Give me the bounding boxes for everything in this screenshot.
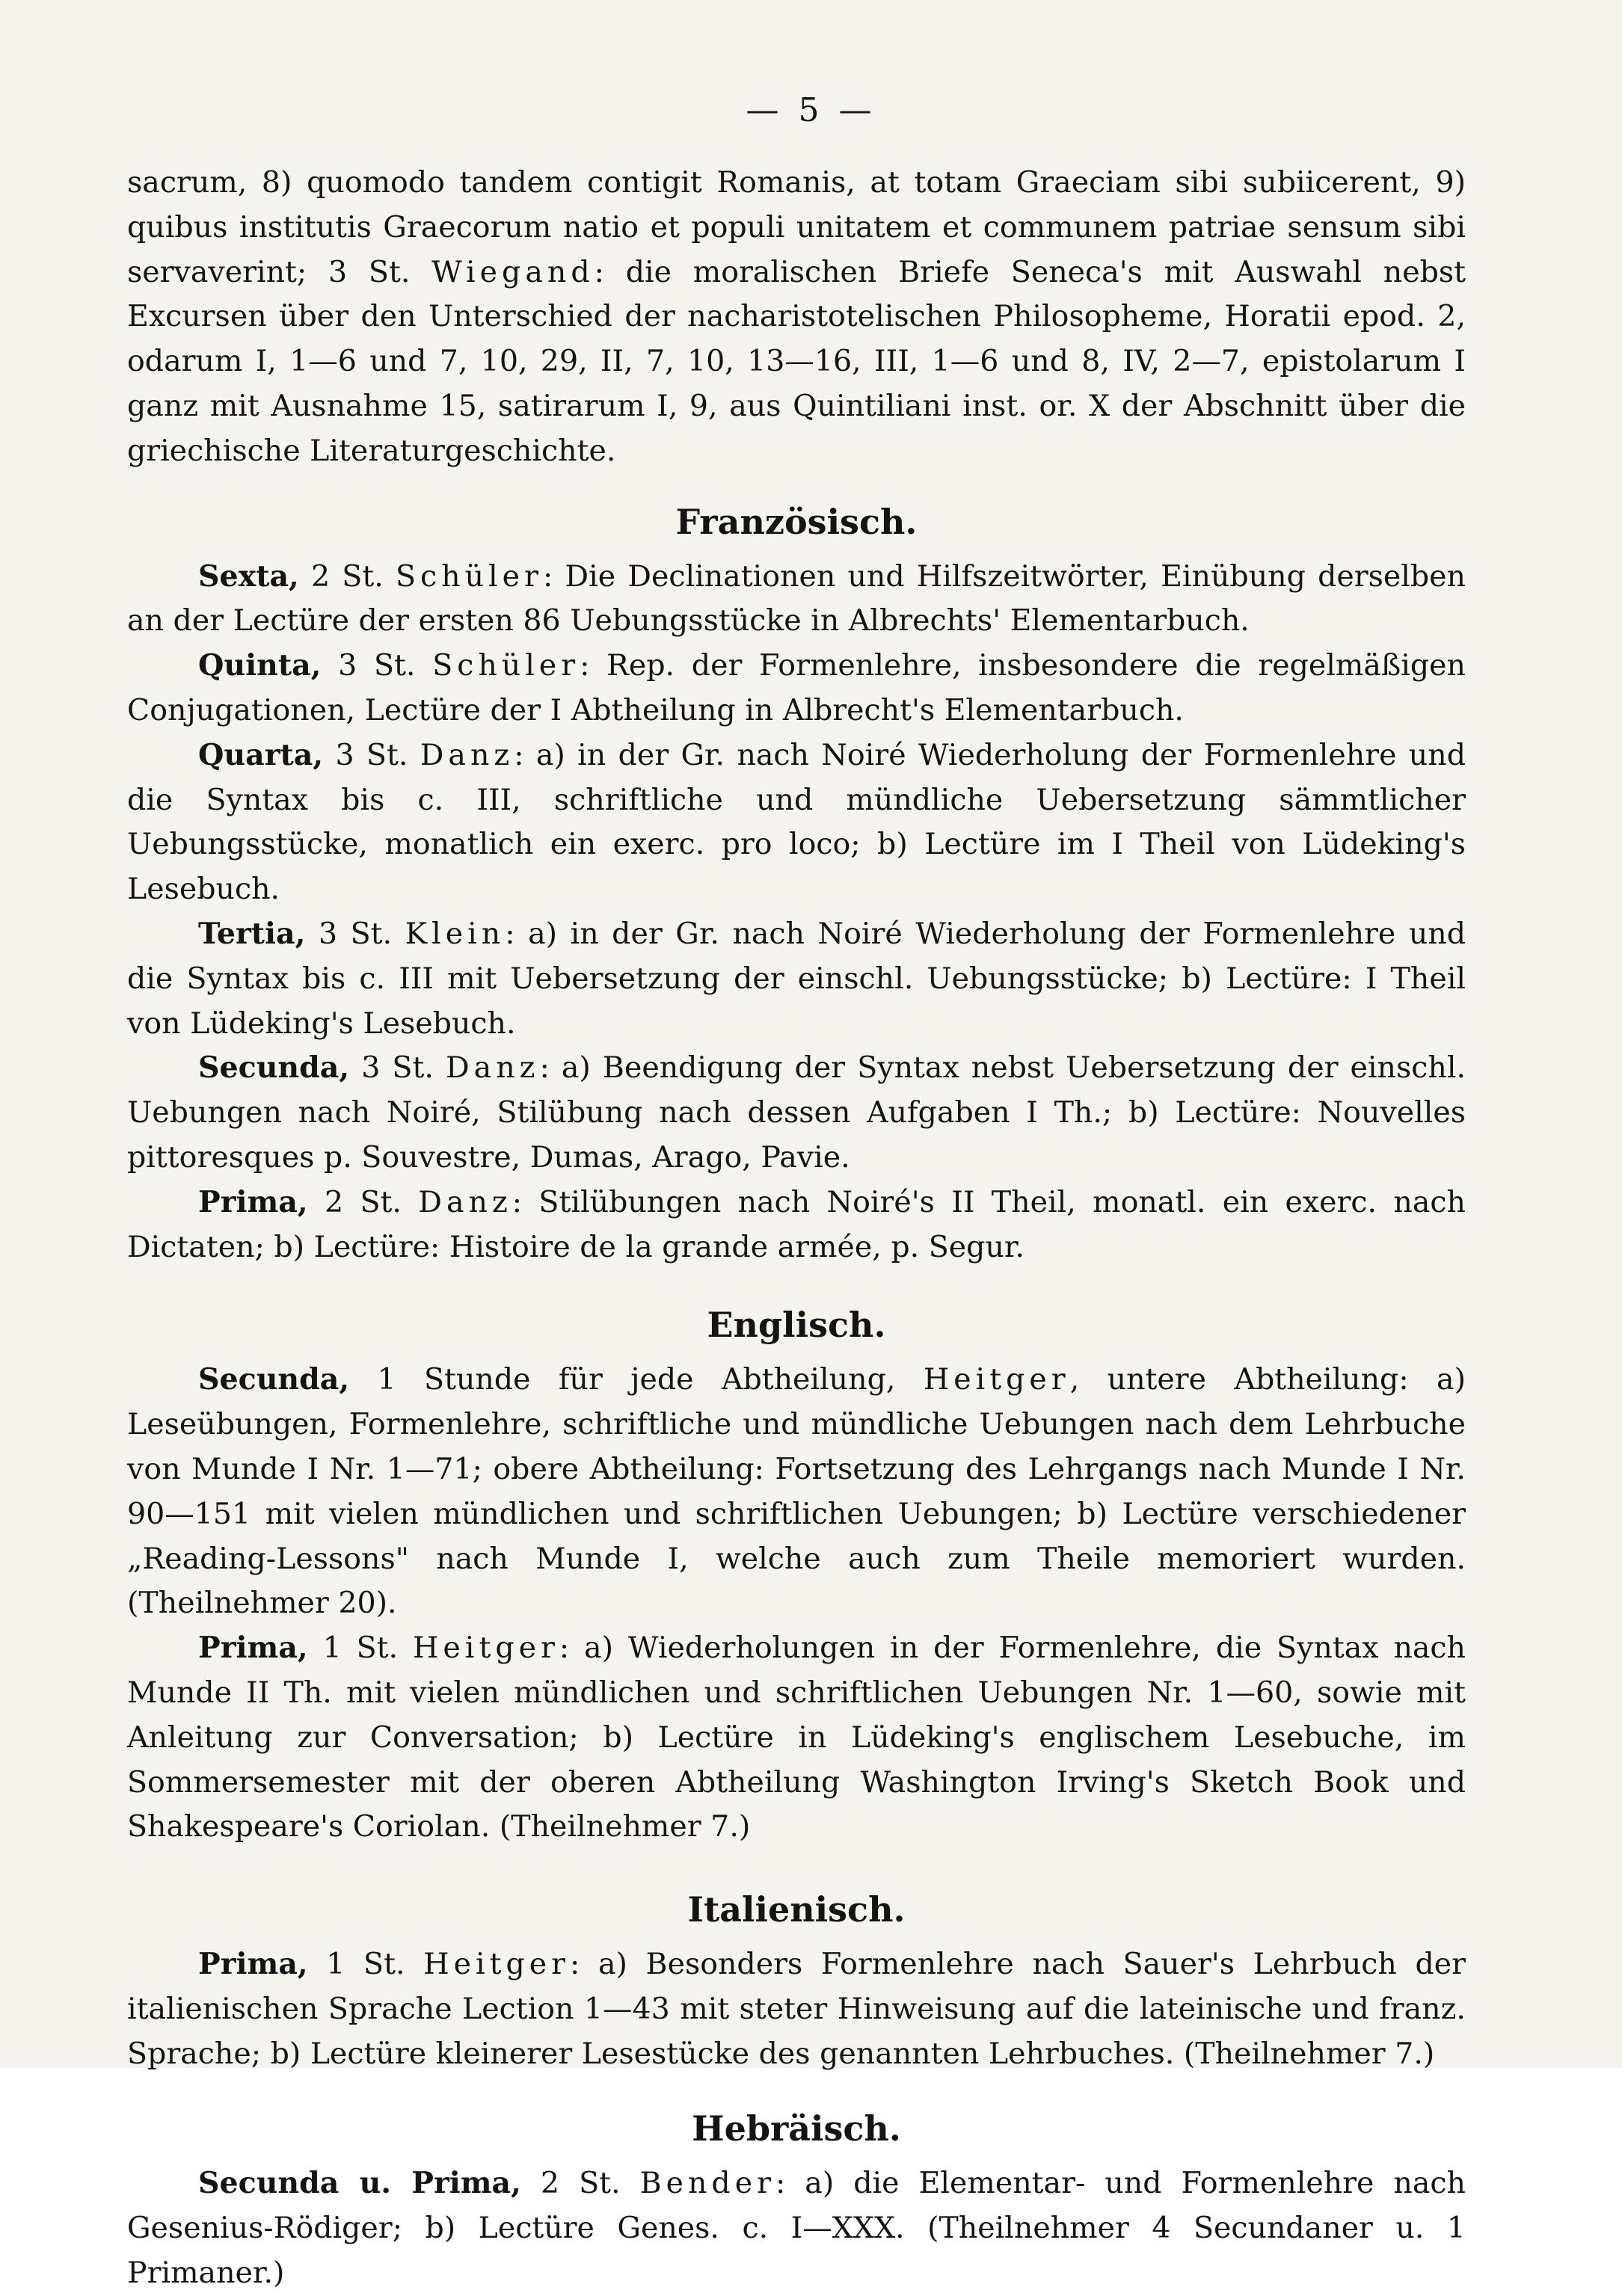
entry-paragraph — [127, 1626, 1466, 1850]
teacher-name: Heitger — [412, 1631, 559, 1666]
entry-text: : a) in der Gr. nach Noiré Wiederholung der Formenlehre und die Syntax bis c. III mit Uebersetzung der einschl. Uebungsstücke; b) Lectüre: I Theil von Lüdeking's Lesebuch. — [127, 916, 1466, 1041]
entry-paragraph — [127, 2161, 1466, 2295]
entry-text: : Die Declinationen und Hilfszeitwörter, Einübung derselben an der Lectüre der ersten 86 Uebungsstücke in Albrechts' Elementarbuch. — [127, 558, 1466, 638]
entry-text: : a) die Elementar- und Formenlehre nach Gesenius-Rödiger; b) Lectüre Genes. c. I—XXX. (Theilnehmer 4 Secundaner u. 1 Primaner.) — [127, 2166, 1466, 2291]
hours: 2 St. — [298, 558, 396, 594]
page-body — [127, 161, 1466, 2296]
entry-paragraph — [127, 1046, 1466, 1180]
teacher-name: Klein — [405, 916, 506, 951]
class-name: Tertia, — [198, 916, 306, 951]
section-heading-englisch: Englisch. — [707, 1305, 886, 1346]
teacher-name: Danz — [446, 1050, 540, 1086]
class-name: Quinta, — [198, 648, 322, 683]
teacher-name: Heitger — [423, 1947, 571, 1982]
hours: 1 St. — [307, 1631, 413, 1666]
entry-paragraph — [127, 1181, 1466, 1270]
entry-paragraph — [127, 733, 1466, 912]
entry-text: : Rep. der Formenlehre, insbesondere die regelmäßigen Conjugationen, Lectüre der I Abtheilung in Albrecht's Elementarbuch. — [127, 648, 1466, 727]
hours: 1 St. — [307, 1947, 424, 1982]
class-name: Prima, — [198, 1947, 308, 1982]
teacher-name: Danz — [418, 1184, 512, 1219]
intro-text-end: : die moralischen Briefe Seneca's mit Auswahl nebst Excursen über den Unterschied der nacharistotelischen Philosopheme, Horatii epod. 2, odarum I, 1—6 und 7, 10, 29, II, 7, 10, 13—16, III, 1—6 und 8, IV, 2—7, epistolarum I ganz mit Ausnahme 15, satirarum I, 9, aus Quintiliani inst. or. X der Abschnitt über die griechische Literaturgeschichte. — [127, 254, 1466, 468]
hours: 1 Stunde für jede Abtheilung, — [349, 1362, 924, 1397]
page-number: — 5 — — [746, 91, 876, 129]
class-name: Quarta, — [198, 737, 324, 772]
intro-paragraph — [127, 161, 1466, 474]
entry-text: , untere Abtheilung: a) Leseübungen, Formenlehre, schriftliche und mündliche Uebungen nach dem Lehrbuche von Munde I Nr. 1—71; obere Abtheilung: Fortsetzung des Lehrgangs nach Munde I Nr. 90—151 mit vielen mündlichen und schriftlichen Uebungen; b) Lectüre verschiedener „Reading-Lessons" nach Munde I, welche auch zum Theile memoriert wurden. (Theilnehmer 20). — [127, 1362, 1466, 1621]
section-heading-franzoesisch: Französisch. — [675, 501, 918, 542]
class-name: Secunda, — [198, 1050, 350, 1086]
entry-paragraph — [127, 912, 1466, 1046]
hours: 2 St. — [520, 2166, 640, 2201]
section-heading-italienisch: Italienisch. — [687, 1889, 906, 1930]
entry-text: : a) Wiederholungen in der Formenlehre, die Syntax nach Munde II Th. mit vielen mündlichen und schriftlichen Uebungen Nr. 1—60, sowie mit Anleitung zur Conversation; b) Lectüre in Lüdeking's englischem Lesebuche, im Sommersemester mit der oberen Abtheilung Washington Irving's Sketch Book und Shakespeare's Coriolan. (Theilnehmer 7.) — [127, 1631, 1466, 1844]
teacher-name: Bender — [639, 2166, 775, 2201]
class-name: Secunda, — [198, 1362, 350, 1397]
hours: 2 St. — [307, 1184, 419, 1219]
hours: 3 St. — [305, 916, 405, 951]
entry-text: : a) Besonders Formenlehre nach Sauer's Lehrbuch der italienischen Sprache Lection 1—43 mit steter Hinweisung auf die lateinische und franz. Sprache; b) Lectüre kleinerer Lesestücke des genannten Lehrbuches. (Theilnehmer 7.) — [127, 1947, 1466, 2071]
teacher-name: Schüler — [432, 648, 580, 683]
class-name: Secunda u. Prima, — [198, 2166, 521, 2201]
entry-paragraph — [127, 1942, 1466, 2076]
hours: 3 St. — [349, 1050, 446, 1086]
class-name: Prima, — [198, 1631, 308, 1666]
hours: 3 St. — [323, 737, 420, 772]
teacher-name: Wiegand — [431, 254, 595, 289]
entry-text: : a) in der Gr. nach Noiré Wiederholung der Formenlehre und die Syntax bis c. III, schriftliche und mündliche Uebersetzung sämmtlicher Uebungsstücke, monatlich ein exerc. pro loco; b) Lectüre im I Theil von Lüdeking's Lesebuch. — [127, 737, 1466, 907]
hours: 3 St. — [321, 648, 433, 683]
teacher-name: Schüler — [395, 558, 543, 594]
entry-paragraph — [127, 1358, 1466, 1626]
teacher-name: Heitger — [923, 1362, 1070, 1397]
section-heading-hebraeisch: Hebräisch. — [692, 2108, 901, 2149]
entry-paragraph — [127, 644, 1466, 733]
class-name: Prima, — [198, 1184, 308, 1219]
entry-paragraph — [127, 555, 1466, 644]
entry-text: : Stilübungen nach Noiré's II Theil, monatl. ein exerc. nach Dictaten; b) Lectüre: Histoire de la grande armée, p. Segur. — [127, 1184, 1466, 1264]
class-name: Sexta, — [198, 558, 299, 594]
intro-text-start: sacrum, 8) quomodo tandem contigit Romanis, at totam Graeciam sibi subiicerent, 9) quibus institutis Graecorum natio et populi unitatem et communem patriae sensum sibi servaverint; 3 St. — [127, 165, 1466, 289]
teacher-name: Danz — [420, 737, 514, 772]
entry-text: : a) Beendigung der Syntax nebst Uebersetzung der einschl. Uebungen nach Noiré, Stilübung nach dessen Aufgaben I Th.; b) Lectüre: Nouvelles pittoresques p. Souvestre, Dumas, Arago, Pavie. — [127, 1050, 1466, 1175]
